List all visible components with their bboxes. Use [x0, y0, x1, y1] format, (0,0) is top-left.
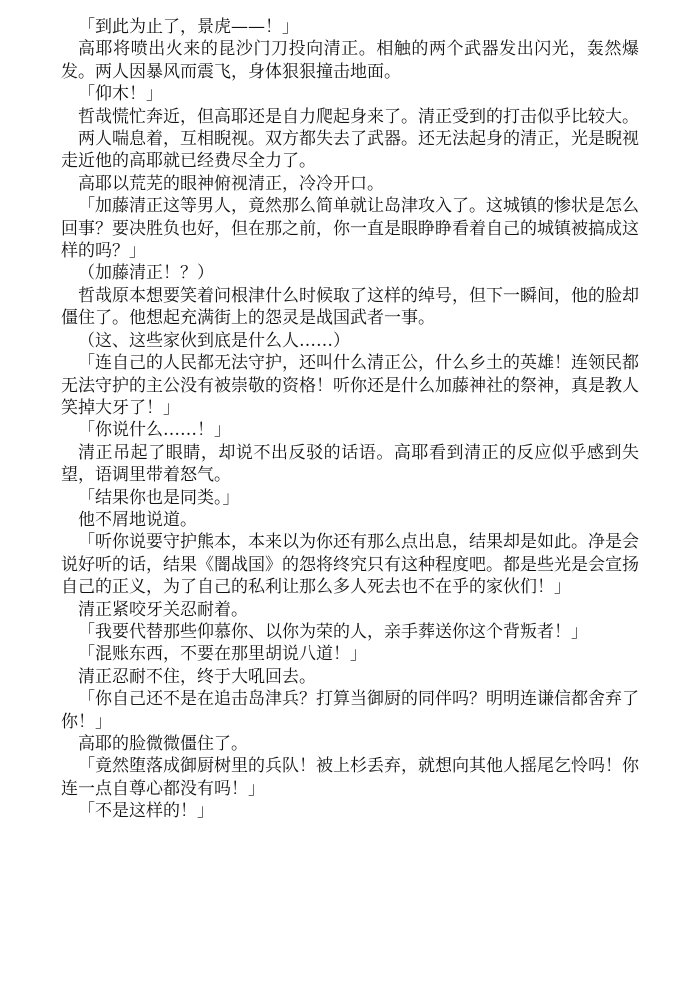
dialogue-line: 「我要代替那些仰慕你、以你为荣的人，亲手葬送你这个背叛者！」 [78, 621, 588, 642]
dialogue-line: 「仰木！」 [78, 84, 163, 105]
dialogue-line: 「不是这样的！」 [78, 801, 214, 822]
narration-paragraph: 哲哉原本想要笑着问根津什么时候取了这样的绰号，但下一瞬间，他的脸却僵住了。他想起充满街上的怨灵是战国武者一事。 [61, 285, 639, 329]
dialogue-line: 「结果你也是同类。」 [78, 487, 240, 508]
narration-paragraph: 清正吊起了眼睛，却说不出反驳的话语。高耶看到清正的反应似乎感到失望，语调里带着怒气。 [61, 442, 639, 486]
dialogue-line: 「连自己的人民都无法守护，还叫什么清正公，什么乡土的英雄！连领民都无法守护的主公没有被崇敬的资格！听你还是什么加藤神社的祭神，真是教人笑掉大牙了！」 [61, 353, 639, 418]
narration-paragraph: 高耶的脸微微僵住了。 [78, 734, 248, 754]
dialogue-line: 「你说什么……！」 [78, 420, 231, 441]
document-page [61, 16, 639, 823]
dialogue-line: 「加藤清正这等男人，竟然那么简单就让岛津攻入了。这城镇的惨状是怎么回事？要决胜负也好，但在那之前，你一直是眼睁睁看着自己的城镇被搞成这样的吗？」 [61, 196, 639, 262]
dialogue-line: 「听你说要守护熊本，本来以为你还有那么点出息，结果却是如此。净是会说好听的话，结果《闇战国》的怨将终究只有这种程度吧。都是些光是会宣扬自己的正义，为了自己的私利让那么多人死去也不在乎的家伙们！」 [61, 532, 639, 598]
inner-thought: （这、这些家伙到底是什么人……） [78, 330, 350, 351]
dialogue-line: 「你自己还不是在追击岛津兵？打算当御厨的同伴吗？明明连谦信都舍弃了你！」 [61, 689, 639, 732]
narration-paragraph: 高耶以荒芜的眼神俯视清正，冷冷开口。 [78, 173, 384, 194]
dialogue-line: 「到此为止了，景虎——！」 [78, 17, 299, 37]
inner-thought: （加藤清正！？） [78, 263, 214, 284]
narration-paragraph: 哲哉慌忙奔近，但高耶还是自力爬起身来了。清正受到的打击似乎比较大。 [78, 106, 639, 127]
narration-paragraph: 两人喘息着，互相睨视。双方都失去了武器。还无法起身的清正，光是睨视走近他的高耶就已经费尽全力了。 [61, 129, 639, 172]
narration-paragraph: 清正忍耐不住，终于大吼回去。 [78, 666, 316, 687]
dialogue-line: 「竟然堕落成御厨树里的兵队！被上杉丢弃，就想向其他人摇尾乞怜吗！你连一点自尊心都没有吗！」 [61, 756, 639, 799]
narration-paragraph: 高耶将喷出火来的昆沙门刀投向清正。相触的两个武器发出闪光，轰然爆发。两人因暴风而震飞，身体狠狠撞击地面。 [61, 39, 639, 82]
narration-paragraph: 清正紧咬牙关忍耐着。 [78, 599, 248, 620]
dialogue-line: 「混账东西，不要在那里胡说八道！」 [78, 644, 367, 665]
narration-paragraph: 他不屑地说道。 [78, 509, 197, 530]
